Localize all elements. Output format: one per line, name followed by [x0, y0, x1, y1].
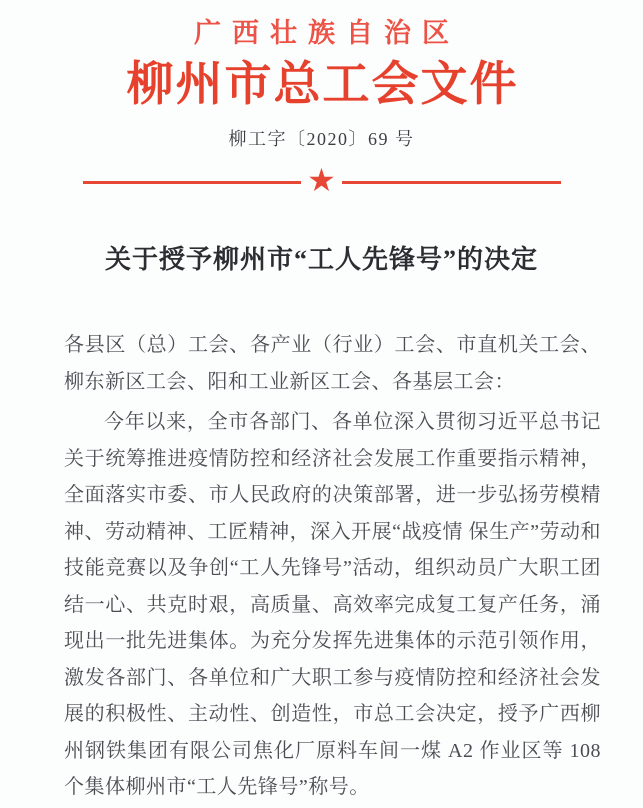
salutation: 各县区（总）工会、各产业（行业）工会、市直机关工会、柳东新区工会、阳和工业新区工会、各基层工会：: [64, 334, 601, 393]
star-icon: ★: [307, 162, 336, 198]
divider-line-right: [342, 181, 561, 184]
document-body: [64, 327, 601, 806]
region-title: 广西壮族自治区: [194, 18, 460, 48]
red-divider: [83, 162, 561, 198]
document-title: 关于授予柳州市“工人先锋号”的决定: [104, 245, 538, 274]
doc-number: 柳工字〔2020〕69 号: [228, 129, 415, 149]
divider-line-left: [83, 181, 302, 184]
org-title: 柳州市总工会文件: [126, 59, 519, 111]
body-paragraph: 今年以来，全市各部门、各单位深入贯彻习近平总书记关于统筹推进疫情防控和经济社会发展工作重要指示精神，全面落实市委、市人民政府的决策部署，进一步弘扬劳模精神、劳动精神、工匠精神，深入开展“战疫情 保生产”劳动和技能竞赛以及争创“工人先锋号”活动，组织动员广大职工团结一心、共克时艰，高质量、高效率完成复工复产任务，涌现出一批先进集体。为充分发挥先进集体的示范引领作用，激发各部门、各单位和广大职工参与疫情防控和经济社会发展的积极性、主动性、创造性，市总工会决定，授予广西柳州钢铁集团有限公司焦化厂原料车间一煤 A2 作业区等 108 个集体柳州市“工人先锋号”称号。: [64, 411, 601, 798]
